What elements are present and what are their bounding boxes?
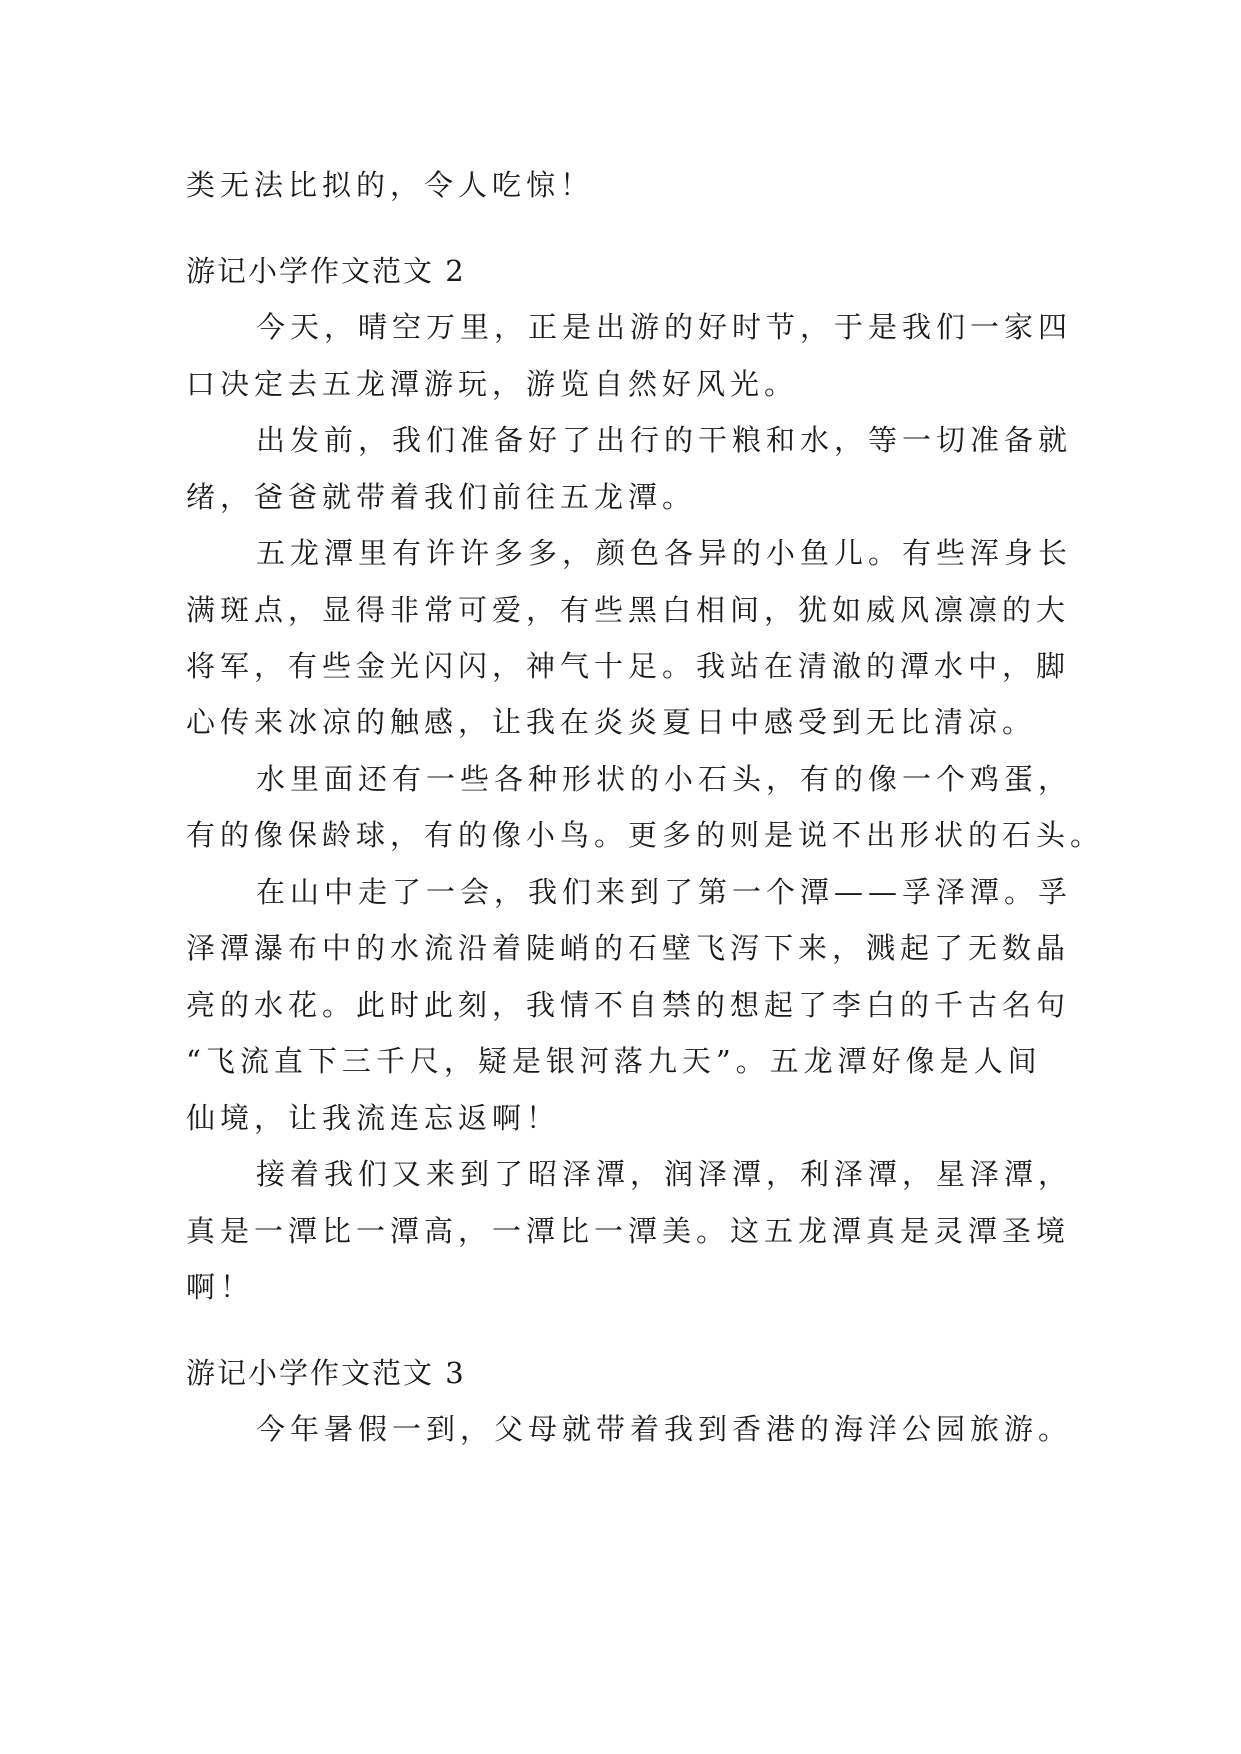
paragraph-line: 心传来冰凉的触感，让我在炎炎夏日中感受到无比清凉。 [186, 705, 1037, 739]
paragraph-line: 在山中走了一会，我们来到了第一个潭——孚泽潭。孚 [256, 875, 1073, 909]
paragraph-line: 出发前，我们准备好了出行的干粮和水，等一切准备就 [256, 423, 1073, 457]
paragraph-line: 今天，晴空万里，正是出游的好时节，于是我们一家四 [256, 310, 1073, 344]
paragraph-line: 满斑点，显得非常可爱，有些黑白相间，犹如威风凛凛的大 [186, 593, 1071, 627]
section-heading: 游记小学作文范文 2 [186, 254, 466, 288]
section-heading: 游记小学作文范文 3 [186, 1356, 466, 1390]
paragraph-line: 口决定去五龙潭游玩，游览自然好风光。 [186, 367, 799, 401]
paragraph-line: 水里面还有一些各种形状的小石头，有的像一个鸡蛋， [256, 762, 1073, 796]
paragraph-line: 绪，爸爸就带着我们前往五龙潭。 [186, 480, 697, 514]
paragraph-line: 亮的水花。此时此刻，我情不自禁的想起了李白的千古名句 [186, 988, 1071, 1022]
paragraph-line: “飞流直下三千尺，疑是银河落九天”。五龙潭好像是人间 [186, 1044, 1042, 1078]
paragraph-line: 今年暑假一到，父母就带着我到香港的海洋公园旅游。 [256, 1412, 1073, 1446]
paragraph-line: 仙境，让我流连忘返啊！ [186, 1101, 561, 1135]
paragraph-line: 五龙潭里有许许多多，颜色各异的小鱼儿。有些浑身长 [256, 536, 1073, 570]
paragraph-line: 类无法比拟的，令人吃惊！ [186, 168, 595, 202]
paragraph-line: 啊！ [186, 1270, 255, 1304]
paragraph-line: 泽潭瀑布中的水流沿着陡峭的石壁飞泻下来，溅起了无数晶 [186, 931, 1071, 965]
paragraph-line: 将军，有些金光闪闪，神气十足。我站在清澈的潭水中，脚 [186, 649, 1071, 683]
paragraph-line: 有的像保龄球，有的像小鸟。更多的则是说不出形状的石头。 [186, 818, 1105, 852]
paragraph-line: 真是一潭比一潭高，一潭比一潭美。这五龙潭真是灵潭圣境 [186, 1214, 1071, 1248]
paragraph-line: 接着我们又来到了昭泽潭，润泽潭，利泽潭，星泽潭， [256, 1157, 1073, 1191]
